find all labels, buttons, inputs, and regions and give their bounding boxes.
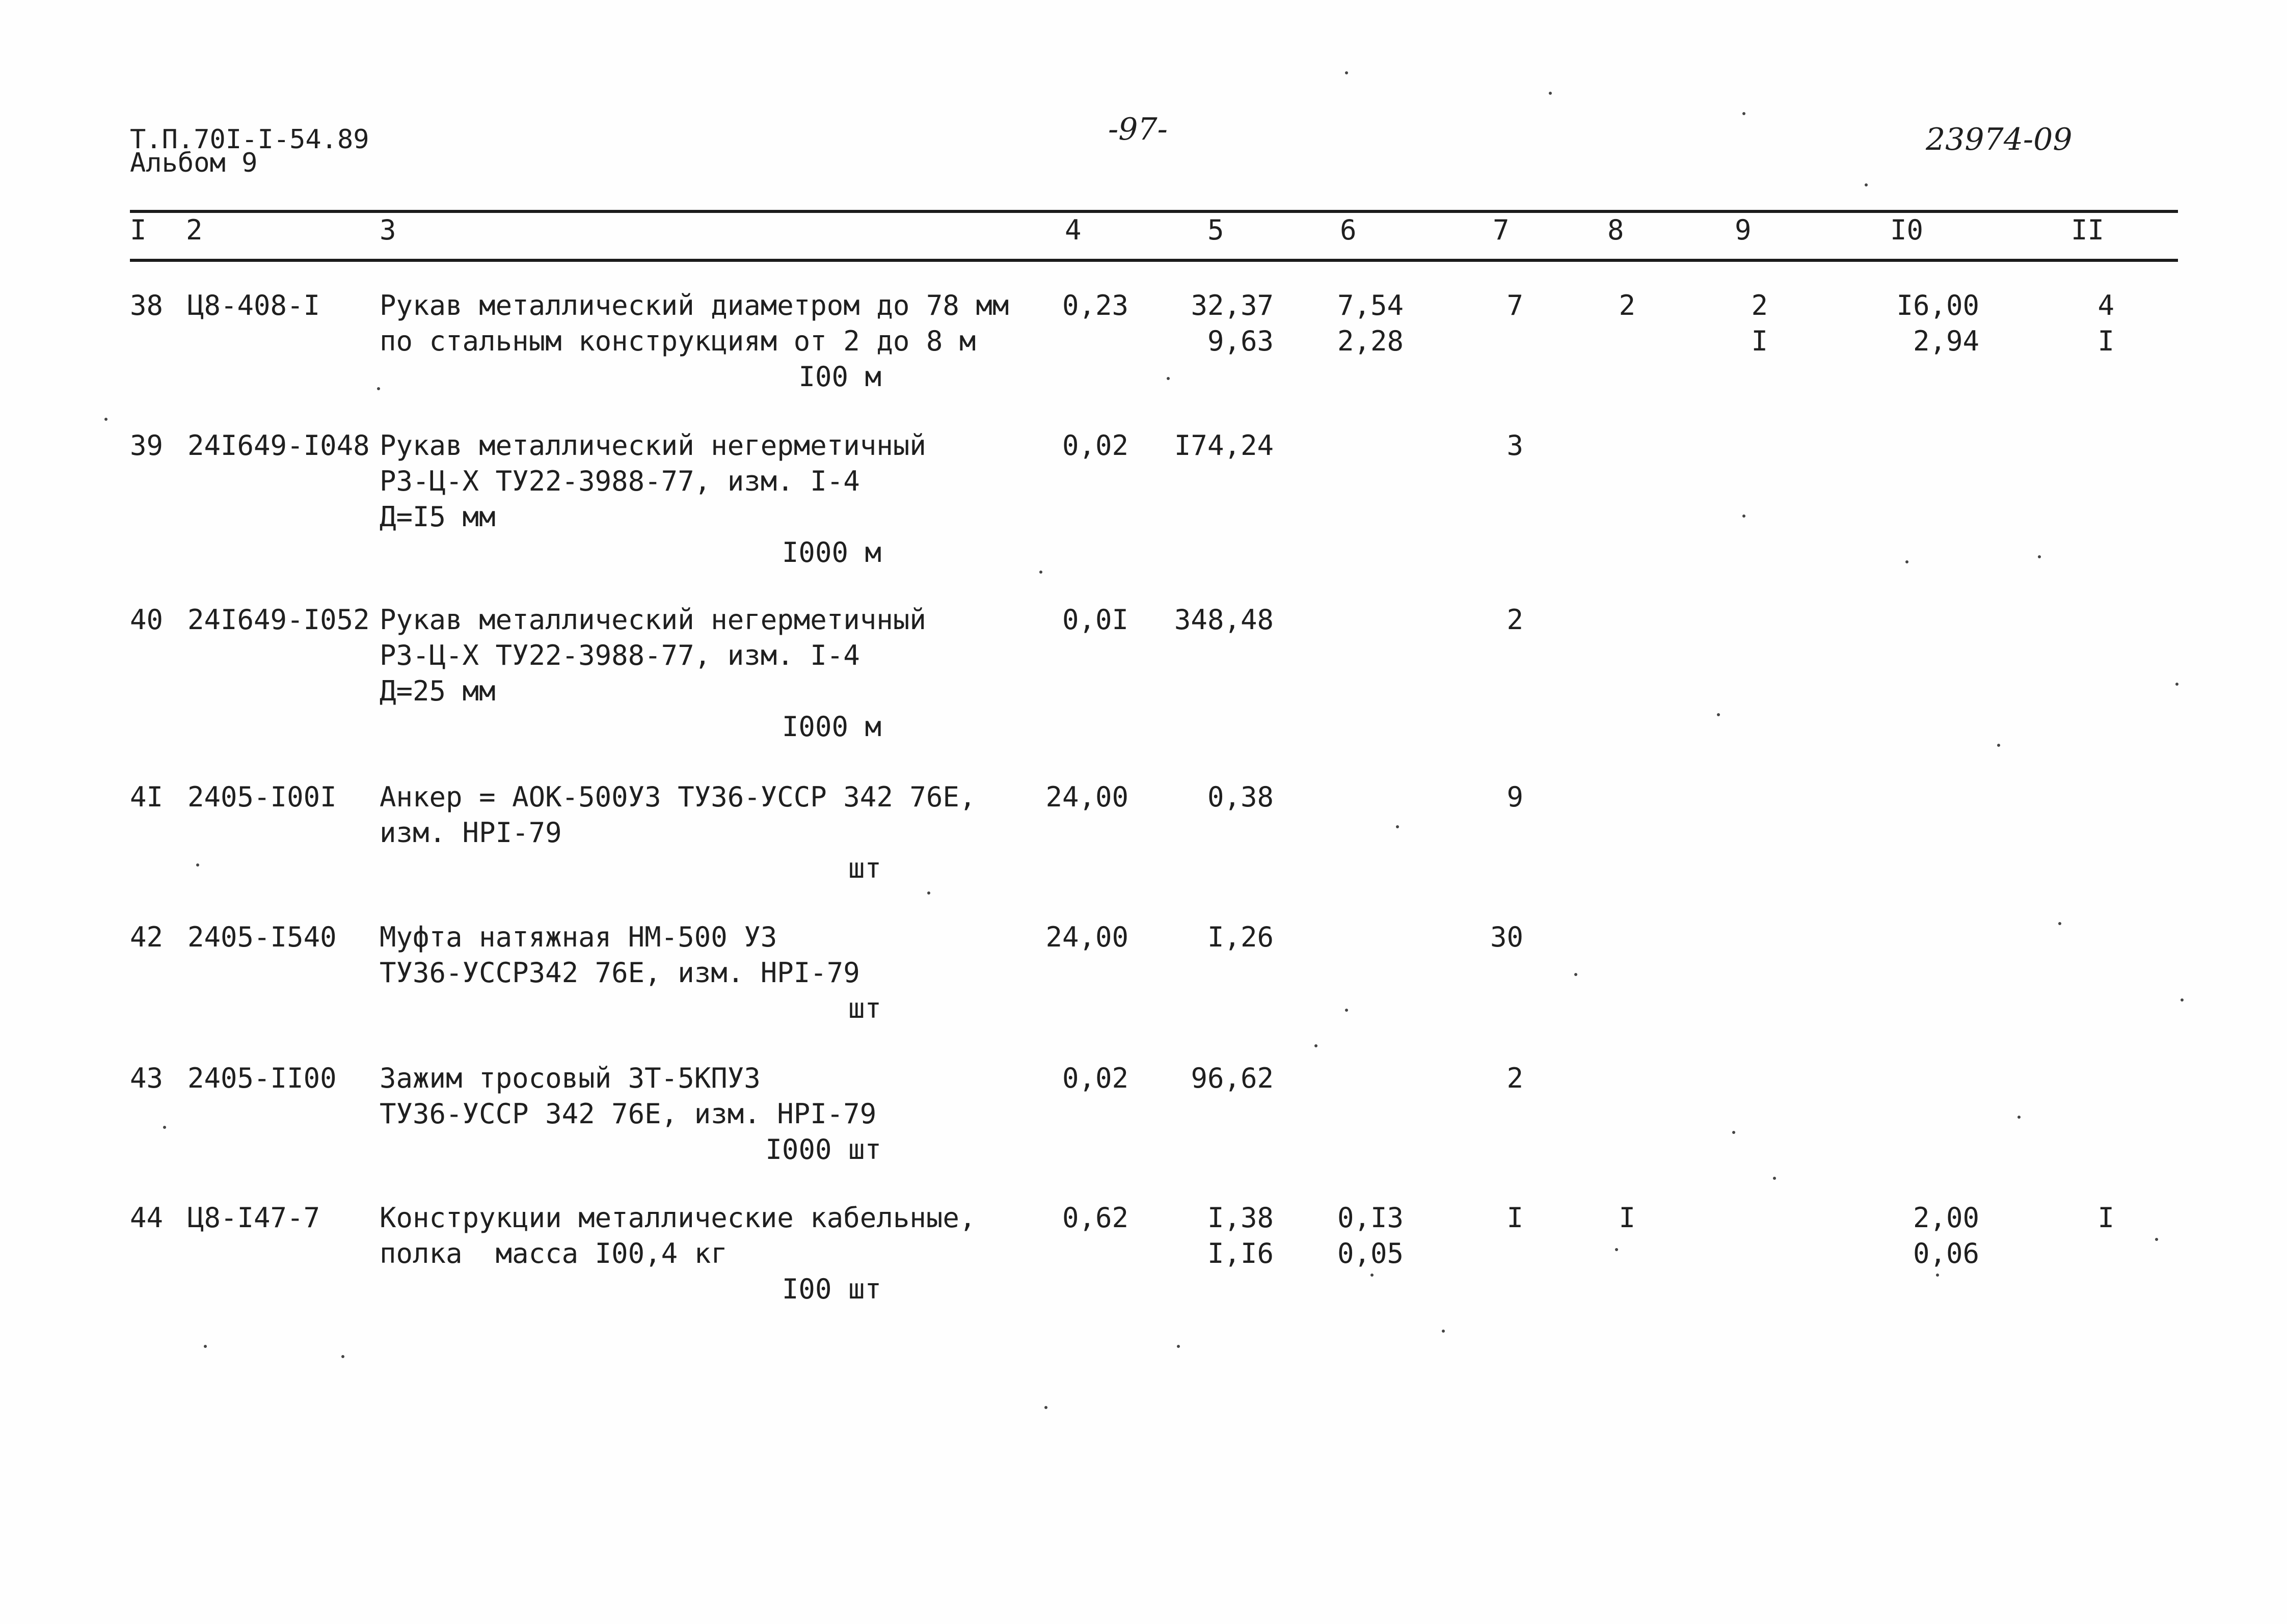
row-description-line: ТУЗ6-УССР342 76Е, изм. НРI-79	[380, 957, 860, 989]
scan-speck	[1865, 183, 1868, 186]
row-description-line: Зажим тросовый ЗТ-5КПУЗ	[380, 1062, 761, 1094]
col5-value: 32,37	[1191, 289, 1274, 321]
col5-value: 96,62	[1191, 1062, 1274, 1094]
table-header-rule	[130, 259, 2178, 262]
col6-value: 0,I3	[1337, 1202, 1404, 1234]
scan-speck	[2181, 998, 2184, 1002]
row-description-line: Д=I5 мм	[380, 501, 496, 533]
scan-speck	[2155, 1238, 2158, 1241]
scan-speck	[341, 1355, 344, 1358]
col6-value: 0,05	[1337, 1237, 1404, 1269]
row-unit: шт	[848, 852, 881, 884]
scan-speck	[1345, 1009, 1348, 1012]
row-code: Ц8-408-I	[187, 289, 320, 321]
registration-stamp: 23974-09	[1926, 122, 2073, 157]
row-description-line: Рукав металлический диаметром до 78 мм	[380, 289, 1009, 321]
column-header-8: 8	[1607, 214, 1624, 246]
scan-speck	[1732, 1131, 1735, 1134]
scan-speck	[2038, 555, 2041, 558]
col5-value: I,26	[1207, 921, 1274, 953]
scan-speck	[1044, 1406, 1047, 1409]
col4-value: 0,02	[1062, 429, 1128, 462]
scan-speck	[1177, 1345, 1180, 1348]
scan-speck	[1717, 713, 1720, 716]
col11-value: I	[2097, 325, 2114, 357]
document-code: Т.П.70I-I-54.89	[130, 124, 369, 155]
row-unit: шт	[848, 992, 881, 1024]
row-description-line: Муфта натяжная НМ-500 УЗ	[380, 921, 777, 953]
col4-value: 24,00	[1045, 781, 1128, 813]
row-unit: I000 шт	[765, 1133, 881, 1166]
scan-speck	[196, 863, 199, 867]
col10-value: 0,06	[1913, 1237, 1979, 1269]
scan-speck	[1167, 377, 1170, 380]
row-description-line: Рукав металлический негерметичный	[380, 429, 926, 462]
row-description-line: ТУЗ6-УССР 342 76Е, изм. НРI-79	[380, 1098, 877, 1130]
scan-speck	[2175, 683, 2178, 686]
col11-value: I	[2097, 1202, 2114, 1234]
scan-speck	[2017, 1116, 2021, 1119]
row-number: 38	[130, 289, 164, 321]
scan-speck	[1905, 560, 1908, 563]
scan-speck	[163, 1126, 166, 1129]
row-unit: I00 м	[798, 361, 881, 393]
col5-value: 0,38	[1207, 781, 1274, 813]
col7-value: I	[1506, 1202, 1523, 1234]
col7-value: 7	[1506, 289, 1523, 321]
scan-speck	[1997, 744, 2000, 747]
page-number: -97-	[1108, 112, 1168, 147]
scan-speck	[1314, 1044, 1317, 1047]
col7-value: 30	[1490, 921, 1523, 953]
column-header-5: 5	[1207, 214, 1224, 246]
scan-speck	[2058, 922, 2061, 925]
column-header-7: 7	[1493, 214, 1510, 246]
col9-value: I	[1751, 325, 1768, 357]
scan-speck	[104, 418, 107, 421]
row-description-line: РЗ-Ц-Х ТУ22-3988-77, изм. I-4	[380, 465, 860, 497]
col7-value: 9	[1506, 781, 1523, 813]
row-number: 39	[130, 429, 164, 462]
scan-speck	[1936, 1274, 1939, 1277]
row-number: 44	[130, 1202, 164, 1234]
row-description-line: по стальным конструкциям от 2 до 8 м	[380, 325, 976, 357]
row-unit: I000 м	[782, 711, 881, 743]
scan-speck	[1742, 515, 1745, 518]
row-unit: I00 шт	[782, 1273, 881, 1305]
scan-speck	[1039, 571, 1042, 574]
col8-value: I	[1619, 1202, 1635, 1234]
col4-value: 0,02	[1062, 1062, 1128, 1094]
scan-speck	[377, 387, 380, 390]
column-header-9: 9	[1735, 214, 1752, 246]
scan-speck	[927, 891, 930, 895]
column-header-1: I	[130, 214, 147, 246]
col6-value: 2,28	[1337, 325, 1404, 357]
col5-value: I74,24	[1174, 429, 1274, 462]
scan-speck	[1773, 1177, 1776, 1180]
col10-value: 2,00	[1913, 1202, 1979, 1234]
scan-speck	[1742, 112, 1745, 115]
column-header-4: 4	[1065, 214, 1082, 246]
col11-value: 4	[2097, 289, 2114, 321]
scan-speck	[1549, 92, 1552, 95]
album-label: Альбом 9	[130, 148, 258, 178]
col4-value: 24,00	[1045, 921, 1128, 953]
col7-value: 3	[1506, 429, 1523, 462]
col8-value: 2	[1619, 289, 1635, 321]
row-description-line: РЗ-Ц-Х ТУ22-3988-77, изм. I-4	[380, 639, 860, 671]
column-header-11: II	[2071, 214, 2105, 246]
row-code: 2405-II00	[187, 1062, 337, 1094]
scan-speck	[1442, 1330, 1445, 1333]
row-code: 24I649-I048	[187, 429, 370, 462]
col7-value: 2	[1506, 1062, 1523, 1094]
col4-value: 0,23	[1062, 289, 1128, 321]
row-number: 40	[130, 604, 164, 636]
row-unit: I000 м	[782, 536, 881, 569]
scan-speck	[204, 1345, 207, 1348]
row-description-line: Анкер = АОК-500УЗ ТУЗ6-УССР 342 76Е,	[380, 781, 976, 813]
col10-value: I6,00	[1896, 289, 1979, 321]
col5-value: I,I6	[1207, 1237, 1274, 1269]
col4-value: 0,0I	[1062, 604, 1128, 636]
row-code: 2405-I00I	[187, 781, 337, 813]
row-number: 42	[130, 921, 164, 953]
column-header-6: 6	[1340, 214, 1357, 246]
col9-value: 2	[1751, 289, 1768, 321]
col5-value: 9,63	[1207, 325, 1274, 357]
col5-value: 348,48	[1174, 604, 1274, 636]
row-number: 4I	[130, 781, 164, 813]
row-description-line: Конструкции металлические кабельные,	[380, 1202, 976, 1234]
row-code: 24I649-I052	[187, 604, 370, 636]
scan-speck	[1574, 973, 1577, 976]
row-code: 2405-I540	[187, 921, 337, 953]
scan-speck	[1345, 71, 1348, 74]
column-header-3: 3	[380, 214, 396, 246]
table-top-rule	[130, 210, 2178, 213]
row-description-line: Рукав металлический негерметичный	[380, 604, 926, 636]
row-description-line: изм. НРI-79	[380, 817, 562, 849]
row-description-line: полка масса I00,4 кг	[380, 1237, 728, 1269]
col5-value: I,38	[1207, 1202, 1274, 1234]
col6-value: 7,54	[1337, 289, 1404, 321]
col4-value: 0,62	[1062, 1202, 1128, 1234]
col10-value: 2,94	[1913, 325, 1979, 357]
column-header-10: I0	[1890, 214, 1924, 246]
scan-speck	[1396, 825, 1399, 828]
scan-speck	[1615, 1248, 1618, 1251]
scan-speck	[1370, 1274, 1374, 1277]
column-header-2: 2	[186, 214, 203, 246]
row-number: 43	[130, 1062, 164, 1094]
col7-value: 2	[1506, 604, 1523, 636]
row-description-line: Д=25 мм	[380, 675, 496, 707]
row-code: Ц8-I47-7	[187, 1202, 320, 1234]
